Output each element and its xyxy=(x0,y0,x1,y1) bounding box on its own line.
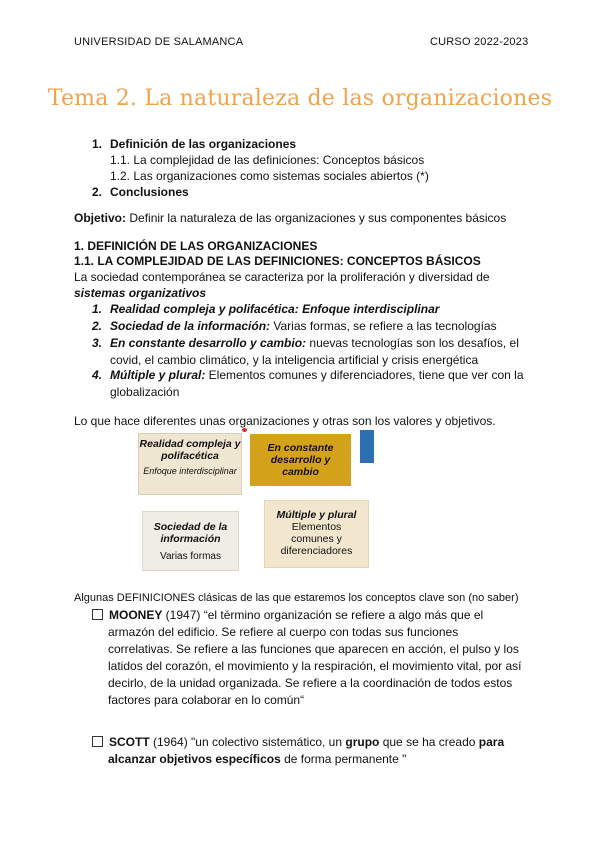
objective: Objetivo: Definir la naturaleza de las organizaciones y sus componentes básicos xyxy=(74,211,507,225)
section-heading-1: 1. DEFINICIÓN DE LAS ORGANIZACIONES xyxy=(74,239,318,253)
toc-sub-1-2: 1.2. Las organizaciones como sistemas sociales abiertos (*) xyxy=(110,169,429,183)
checkbox-scott[interactable] xyxy=(92,736,103,747)
diagram-box-complex-reality: Realidad compleja y polifacética Enfoque interdisciplinar xyxy=(138,433,242,495)
feature-item-1: 1. Realidad compleja y polifacética: Enfoque interdisciplinar xyxy=(92,302,440,316)
toc-item-2: 2. Conclusiones xyxy=(92,185,189,199)
diagram-box-information-society: Sociedad de la información Varias formas xyxy=(142,511,239,571)
intro-paragraph: La sociedad contemporánea se caracteriza por la proliferación y diversidad de sistemas organizativos xyxy=(74,270,490,300)
header-course: CURSO 2022-2023 xyxy=(430,36,529,48)
diagram-blue-bar xyxy=(360,430,374,463)
definition-mooney: MOONEY (1947) “el término organización se refiere a algo más que el armazón del edificio. Se refiere al cuerpo con todas sus funciones correlativas. Se refiere a las funciones que aparecen en acción, el pulso y los latidos del corazón, el movimiento y la respiración, el movimiento vital, por así decirlo, de la unidad organizada. Se refiere a la coordinación de todos estos factores para colaborar en lo común“ xyxy=(92,607,524,709)
feature-item-4: 4. Múltiple y plural: Elementos comunes y diferenciadores, tiene que ver con la globalización xyxy=(92,368,524,399)
toc-item-1: 1. Definición de las organizaciones xyxy=(92,137,297,151)
feature-item-2: 2. Sociedad de la información: Varias formas, se refiere a las tecnologías xyxy=(92,319,497,333)
page-title: Tema 2. La naturaleza de las organizaciones xyxy=(47,86,553,111)
toc-sub-1-1: 1.1. La complejidad de las definiciones: Conceptos básicos xyxy=(110,153,425,167)
section-heading-1-1: 1.1. LA COMPLEJIDAD DE LAS DEFINICIONES: CONCEPTOS BÁSICOS xyxy=(74,254,481,268)
diagram-red-mark xyxy=(242,428,247,432)
feature-item-3: 3. En constante desarrollo y cambio: nuevas tecnologías son los desafíos, el covid, el cambio climático, y la inteligencia artificial y crisis energética xyxy=(92,336,519,367)
header-university: UNIVERSIDAD DE SALAMANCA xyxy=(74,36,244,48)
checkbox-mooney[interactable] xyxy=(92,609,103,620)
difference-note: Lo que hace diferentes unas organizaciones y otras son los valores y objetivos. xyxy=(74,414,496,428)
diagram-box-multiple-plural: Múltiple y plural Elementos comunes y diferenciadores xyxy=(264,500,369,568)
diagram-box-constant-change: En constante desarrollo y cambio xyxy=(250,434,351,486)
definition-scott: SCOTT (1964) "un colectivo sistemático, un grupo que se ha creado para alcanzar objetivos específicos de forma permanente " xyxy=(92,734,524,768)
definitions-intro: Algunas DEFINICIONES clásicas de las que estaremos los conceptos clave son (no saber) xyxy=(74,592,519,604)
